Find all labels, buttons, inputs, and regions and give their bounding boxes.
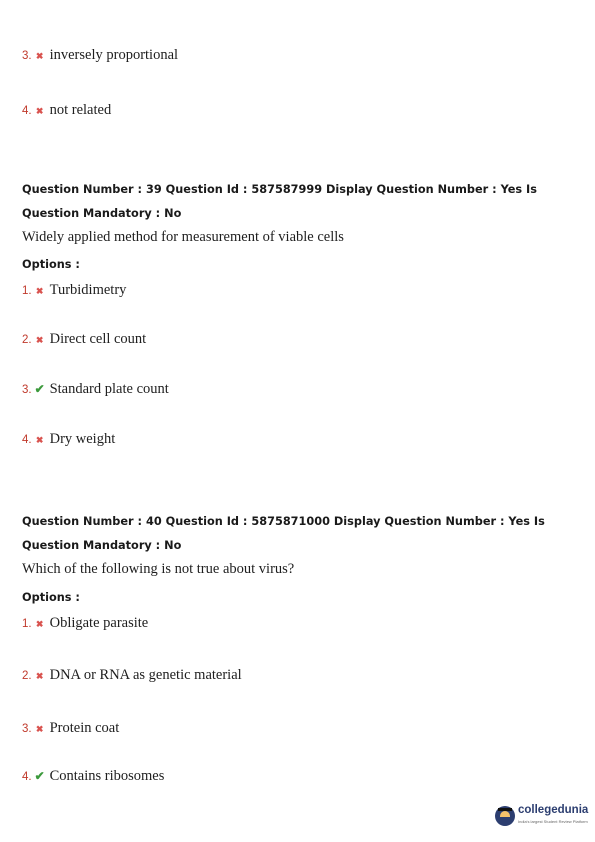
question-header: Question Number : 39 Question Id : 587587999 Display Question Number : Yes Is Question Mandatory : No [22, 183, 537, 220]
check-icon: ✔ [34, 769, 45, 783]
option-text: Dry weight [49, 431, 116, 447]
graduate-mascot-icon [495, 806, 515, 826]
list-item [22, 328, 146, 348]
option-text: Standard plate count [49, 381, 169, 397]
options-label: Options : [22, 591, 80, 604]
option-number: 2. [22, 334, 32, 346]
option-text: Obligate parasite [49, 615, 149, 631]
collegedunia-logo [495, 803, 591, 831]
cross-icon: ✖ [35, 107, 44, 117]
question-text: Widely applied method for measurement of viable cells [22, 229, 344, 245]
option-text: Contains ribosomes [49, 768, 165, 784]
option-number: 3. [22, 384, 32, 396]
list-item [22, 428, 115, 448]
options-label: Options : [22, 258, 80, 271]
option-text: DNA or RNA as genetic material [49, 667, 242, 683]
cross-icon: ✖ [35, 436, 44, 446]
list-item [22, 717, 119, 737]
list-item [22, 765, 164, 785]
cross-icon: ✖ [35, 287, 44, 297]
option-text: Turbidimetry [49, 282, 127, 298]
list-item [22, 612, 148, 632]
logo-wordmark: collegedunia [518, 804, 589, 816]
cross-icon: ✖ [35, 725, 44, 735]
list-item [22, 99, 111, 119]
list-item [22, 279, 126, 299]
cross-icon: ✖ [35, 672, 44, 682]
option-number: 1. [22, 618, 32, 630]
option-number: 4. [22, 105, 32, 117]
check-icon: ✔ [34, 382, 45, 396]
option-text: Direct cell count [49, 331, 147, 347]
cross-icon: ✖ [35, 620, 44, 630]
option-text: not related [49, 102, 112, 118]
option-number: 3. [22, 50, 32, 62]
cross-icon: ✖ [35, 336, 44, 346]
option-number: 3. [22, 723, 32, 735]
list-item [22, 378, 169, 398]
option-number: 2. [22, 670, 32, 682]
logo-tagline: India's largest Student Review Platform [518, 819, 588, 824]
option-text: Protein coat [49, 720, 120, 736]
question-text: Which of the following is not true about virus? [22, 561, 295, 577]
option-number: 4. [22, 771, 32, 783]
question-header: Question Number : 40 Question Id : 5875871000 Display Question Number : Yes Is Question Mandatory : No [22, 515, 545, 552]
option-number: 1. [22, 285, 32, 297]
option-text: inversely proportional [49, 47, 179, 63]
list-item [22, 44, 178, 64]
cross-icon: ✖ [35, 52, 44, 62]
option-number: 4. [22, 434, 32, 446]
list-item [22, 664, 242, 684]
